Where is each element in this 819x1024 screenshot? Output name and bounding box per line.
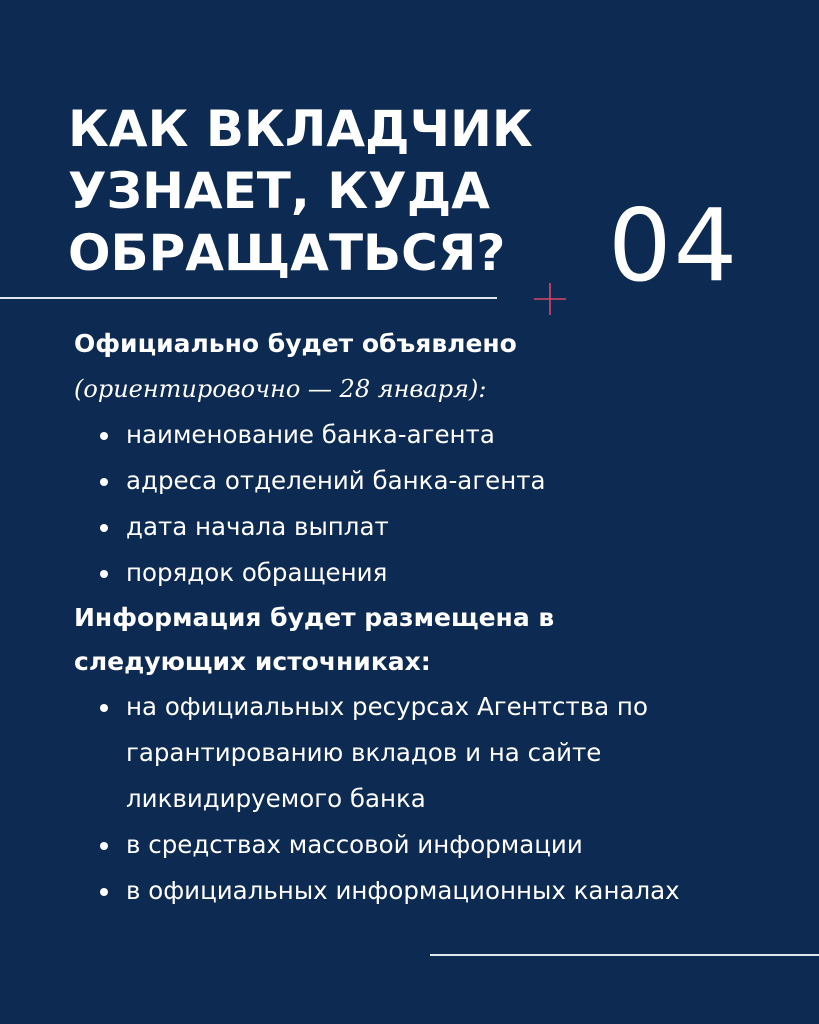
- divider-bottom: [430, 954, 819, 956]
- section1-note-text: ориентировочно — 28 января: [83, 375, 469, 403]
- list-item: порядок обращения: [100, 550, 794, 596]
- list-item: в официальных информационных каналах: [100, 868, 686, 914]
- slide-number: 04: [608, 187, 740, 304]
- list-item: на официальных ресурсах Агентства по гарантированию вкладов и на сайте ликвидируемого банка: [100, 684, 760, 822]
- page-title: [68, 98, 533, 284]
- plus-icon: [533, 282, 567, 316]
- list-item: наименование банка-агента: [100, 412, 794, 458]
- section2-heading-line-1: Информация будет размещена в: [74, 603, 555, 632]
- content: [74, 322, 794, 914]
- list-item: адреса отделений банка-агента: [100, 458, 794, 504]
- list-item: дата начала выплат: [100, 504, 794, 550]
- section2-heading-line-2: следующих источниках:: [74, 647, 431, 676]
- section2-heading: [74, 596, 794, 684]
- title-line-3: ОБРАЩАТЬСЯ?: [68, 224, 506, 282]
- divider-top: [0, 297, 497, 299]
- section1-heading: Официально будет объявлено: [74, 329, 517, 358]
- section2-list: [74, 684, 760, 914]
- title-line-2: УЗНАЕТ, КУДА: [68, 162, 490, 220]
- section1-list: [74, 412, 794, 596]
- section1-note: (ориентировочно — 28 января):: [74, 375, 487, 403]
- list-item: в средствах массовой информации: [100, 822, 760, 868]
- title-line-1: КАК ВКЛАДЧИК: [68, 100, 533, 158]
